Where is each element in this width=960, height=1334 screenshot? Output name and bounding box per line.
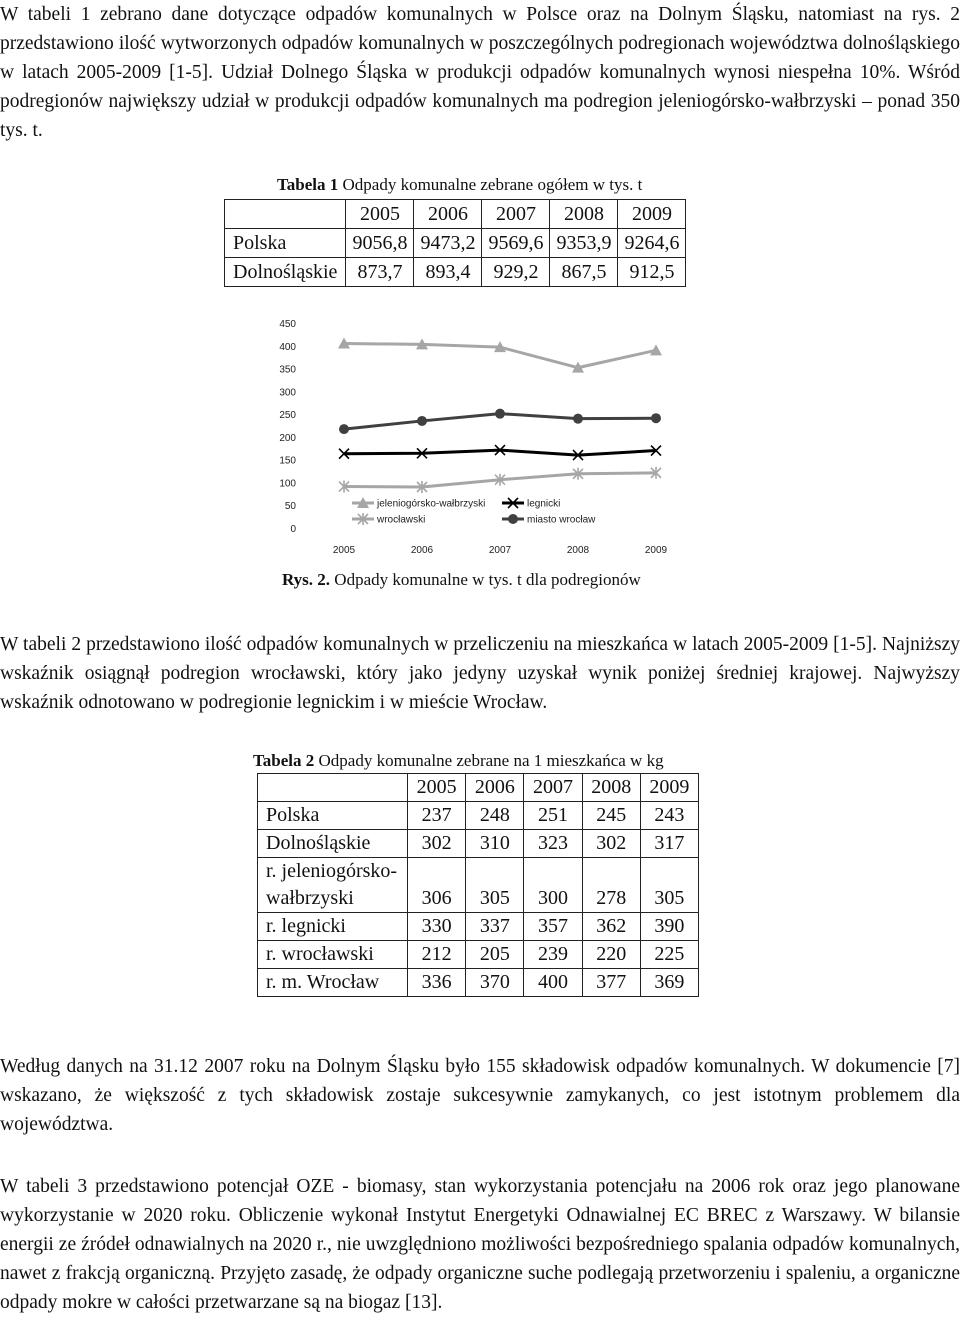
table1-header-cell: 2005 (346, 200, 414, 229)
table1-cell: 893,4 (414, 258, 482, 287)
legend-label: legnicki (527, 498, 561, 510)
table2-cell: 377 (582, 969, 640, 997)
table2-cell: 317 (640, 830, 698, 858)
x-tick-label: 2007 (488, 545, 512, 556)
table1 (224, 199, 686, 287)
table2-header-cell: 2007 (524, 774, 582, 802)
table2-row (258, 830, 699, 858)
data-point (417, 416, 427, 426)
x-tick-label: 2009 (644, 545, 668, 556)
table1-row-label: Polska (225, 229, 346, 258)
table2-cell: 248 (466, 802, 524, 830)
table2-cell: 237 (408, 802, 466, 830)
table2 (257, 773, 699, 997)
table2-cell: 323 (524, 830, 582, 858)
table2-caption (253, 751, 664, 771)
figure-caption-label: Rys. 2. (282, 570, 331, 589)
oze-paragraph: W tabeli 3 przedstawiono potencjał OZE - biomasy, stan wykorzystania potencjału na 2006 rok oraz jego planowane wykorzystanie w 2020 roku. Obliczenie wykonał Instytut Energetyki Odnawialnej EC BREC z Warszawy. W bilansie energii ze źródeł odnawialnych na 2020 r., nie uwzględniono możliwości bezpośredniego spalania odpadów komunalnych, nawet z frakcją organiczną. Przyjęto zasadę, że odpady organiczne suche podlegają przetworzeniu i spaleniu, a organiczne odpady mokre w całości przetwarzane są na biogaz [13]. (0, 1176, 960, 1313)
legend-label: wrocławski (377, 514, 426, 526)
table1-corner-cell (225, 200, 346, 229)
table2-cell: 357 (524, 913, 582, 941)
table1-cell: 9353,9 (550, 229, 618, 258)
y-tick-label: 450 (279, 319, 296, 330)
intro-paragraph: W tabeli 1 zebrano dane dotyczące odpadów komunalnych w Polsce oraz na Dolnym Śląsku, natomiast na rys. 2 przedstawiono ilość wytworzonych odpadów komunalnych w poszczególnych podregionach województwa dolnośląskiego w latach 2005-2009 [1-5]. Udział Dolnego Śląska w produkcji odpadów komunalnych wynosi niespełna 10%. Wśród podregionów największy udział w produkcji odpadów komunalnych ma podregion jeleniogórsko-wałbrzyski – ponad 350 tys. t. (0, 4, 960, 141)
table2-cell: 369 (640, 969, 698, 997)
table1-caption-text: Odpady komunalne zebrane ogółem w tys. t (338, 175, 643, 194)
table1-cell: 9264,6 (618, 229, 686, 258)
table2-cell: 330 (408, 913, 466, 941)
table1-caption (277, 175, 642, 195)
table2-cell: 205 (466, 941, 524, 969)
y-tick-label: 200 (279, 432, 296, 444)
table1-cell: 867,5 (550, 258, 618, 287)
figure-caption (282, 570, 641, 590)
y-tick-label: 250 (279, 410, 296, 422)
table2-cell: 310 (466, 830, 524, 858)
y-tick-label: 400 (279, 341, 296, 353)
table2-cell: 220 (582, 941, 640, 969)
table1-cell: 873,7 (346, 258, 414, 287)
table2-header-cell: 2005 (408, 774, 466, 802)
x-tick-label: 2006 (410, 545, 434, 556)
table1-header-row (225, 200, 686, 229)
figure-caption-text: Odpady komunalne w tys. t dla podregionów (330, 570, 641, 589)
table2-cell: 245 (582, 802, 640, 830)
x-tick-label: 2005 (332, 545, 356, 556)
table2-cell: 305 (640, 858, 698, 913)
table2-header-cell: 2008 (582, 774, 640, 802)
waste-line-chart (274, 310, 694, 568)
y-tick-label: 0 (290, 524, 296, 535)
table1-caption-label: Tabela 1 (277, 175, 339, 194)
table2-caption-text: Odpady komunalne zebrane na 1 mieszkańca w kg (314, 751, 664, 770)
table2-row-label: r. jeleniogórsko-wałbrzyski (258, 858, 408, 913)
table2-cell: 302 (582, 830, 640, 858)
table2-row (258, 913, 699, 941)
landfill-paragraph: Według danych na 31.12 2007 roku na Dolnym Śląsku było 155 składowisk odpadów komunalnych. W dokumencie [7] wskazano, że większość z tych składowisk zostaje sukcesywnie zamykanych, co jest istotnym problemem dla województwa. (0, 1056, 960, 1135)
y-tick-label: 50 (284, 501, 296, 513)
table2-row-label: Polska (258, 802, 408, 830)
y-tick-label: 150 (279, 455, 296, 467)
table1-header-cell: 2009 (618, 200, 686, 229)
data-point (573, 414, 583, 424)
table2-cell: 370 (466, 969, 524, 997)
y-tick-label: 300 (279, 387, 296, 399)
table2-row (258, 802, 699, 830)
table2-cell: 400 (524, 969, 582, 997)
table2-cell: 225 (640, 941, 698, 969)
table1-header-cell: 2008 (550, 200, 618, 229)
table1-header-cell: 2006 (414, 200, 482, 229)
table2-cell: 212 (408, 941, 466, 969)
table1-cell: 912,5 (618, 258, 686, 287)
table2-row-label: Dolnośląskie (258, 830, 408, 858)
table1-cell: 9569,6 (482, 229, 550, 258)
table1-header-cell: 2007 (482, 200, 550, 229)
table2-row (258, 941, 699, 969)
table1-cell: 9473,2 (414, 229, 482, 258)
data-point (651, 413, 661, 423)
table2-cell: 305 (466, 858, 524, 913)
table2-cell: 239 (524, 941, 582, 969)
table2-cell: 302 (408, 830, 466, 858)
table2-cell: 300 (524, 858, 582, 913)
legend-marker (508, 514, 518, 524)
legend-label: jeleniogórsko-wałbrzyski (377, 498, 486, 510)
table1-cell: 929,2 (482, 258, 550, 287)
table2-cell: 243 (640, 802, 698, 830)
table2-cell: 390 (640, 913, 698, 941)
table2-header-cell: 2006 (466, 774, 524, 802)
table2-cell: 336 (408, 969, 466, 997)
legend-label: miasto wrocław (527, 514, 596, 526)
data-point (339, 424, 349, 434)
y-tick-label: 100 (279, 478, 296, 490)
table2-cell: 278 (582, 858, 640, 913)
table2-corner-cell (258, 774, 408, 802)
table2-row (258, 969, 699, 997)
table2-header-row (258, 774, 699, 802)
table1-row (225, 229, 686, 258)
x-tick-label: 2008 (566, 545, 590, 556)
per-capita-paragraph: W tabeli 2 przedstawiono ilość odpadów komunalnych w przeliczeniu na mieszkańca w latach 2005-2009 [1-5]. Najniższy wskaźnik osiągnął podregion wrocławski, który jako jedyny uzyskał wynik poniżej średniej krajowej. Najwyższy wskaźnik odnotowano w podregionie legnickim i w mieście Wrocław. (0, 634, 960, 713)
table2-cell: 306 (408, 858, 466, 913)
table2-cell: 251 (524, 802, 582, 830)
table2-cell: 362 (582, 913, 640, 941)
data-point (495, 409, 505, 419)
table2-cell: 337 (466, 913, 524, 941)
table2-row-label: r. m. Wrocław (258, 969, 408, 997)
table1-row-label: Dolnośląskie (225, 258, 346, 287)
y-tick-label: 350 (279, 364, 296, 376)
table1-row (225, 258, 686, 287)
table2-header-cell: 2009 (640, 774, 698, 802)
table2-row-label: r. legnicki (258, 913, 408, 941)
table2-row-label: r. wrocławski (258, 941, 408, 969)
table2-caption-label: Tabela 2 (253, 751, 315, 770)
table1-cell: 9056,8 (346, 229, 414, 258)
table2-row (258, 858, 699, 913)
